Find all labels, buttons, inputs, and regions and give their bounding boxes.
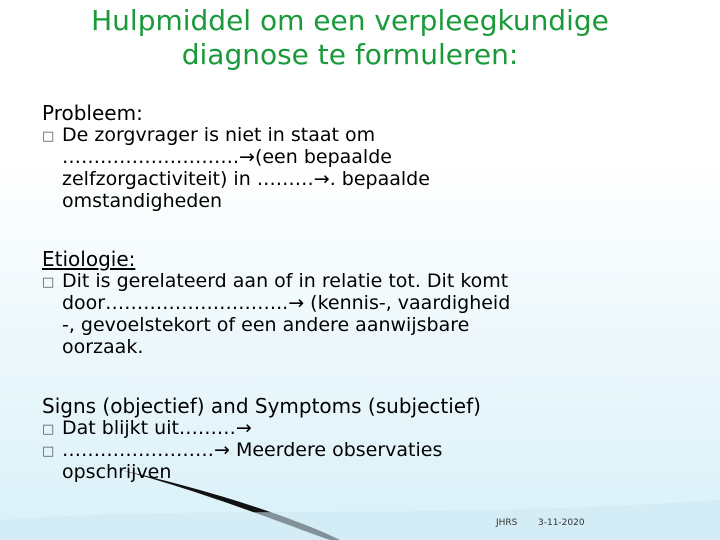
probleem-section (42, 102, 662, 212)
signs-bullet-1-text: Dat blijkt uit………→ (62, 417, 252, 439)
etiologie-heading: Etiologie: (42, 247, 136, 271)
signs-bullet-2-line-2: opschrijven (62, 461, 172, 483)
signs-heading: Signs (objectief) and Symptoms (subjectief) (42, 394, 481, 418)
signs-bullet-1 (42, 417, 662, 439)
checkbox-bullet-icon: □ (42, 444, 55, 459)
title-line-2: diagnose te formuleren: (181, 38, 519, 71)
checkbox-bullet-icon: □ (42, 275, 55, 290)
probleem-line-2: ……………………….→(een bepaalde (62, 146, 392, 168)
footer-date: 3-11-2020 (538, 518, 585, 528)
etiologie-section (42, 248, 662, 358)
etiologie-line-4: oorzaak. (62, 336, 144, 358)
probleem-line-4: omstandigheden (62, 190, 223, 212)
footer-author: JHRS (496, 518, 518, 528)
signs-bullet-2 (42, 439, 662, 483)
title-line-1: Hulpmiddel om een verpleegkundige (91, 4, 609, 37)
slide-title (40, 4, 660, 72)
probleem-bullet (42, 124, 662, 212)
probleem-line-3: zelfzorgactiviteit) in ………→. bepaalde (62, 168, 430, 190)
probleem-heading: Probleem: (42, 101, 143, 125)
probleem-line-1: De zorgvrager is niet in staat om (62, 124, 376, 146)
signs-section (42, 395, 662, 483)
etiologie-line-2: door………………………..→ (kennis-, vaardigheid (62, 292, 511, 314)
signs-bullet-2-line-1: ……………………→ Meerdere observaties (62, 439, 443, 461)
etiologie-line-1: Dit is gerelateerd aan of in relatie tot. Dit komt (62, 270, 509, 292)
etiologie-line-3: -, gevoelstekort of een andere aanwijsbare (62, 314, 470, 336)
etiologie-bullet (42, 270, 662, 358)
checkbox-bullet-icon: □ (42, 129, 55, 144)
checkbox-bullet-icon: □ (42, 422, 55, 437)
